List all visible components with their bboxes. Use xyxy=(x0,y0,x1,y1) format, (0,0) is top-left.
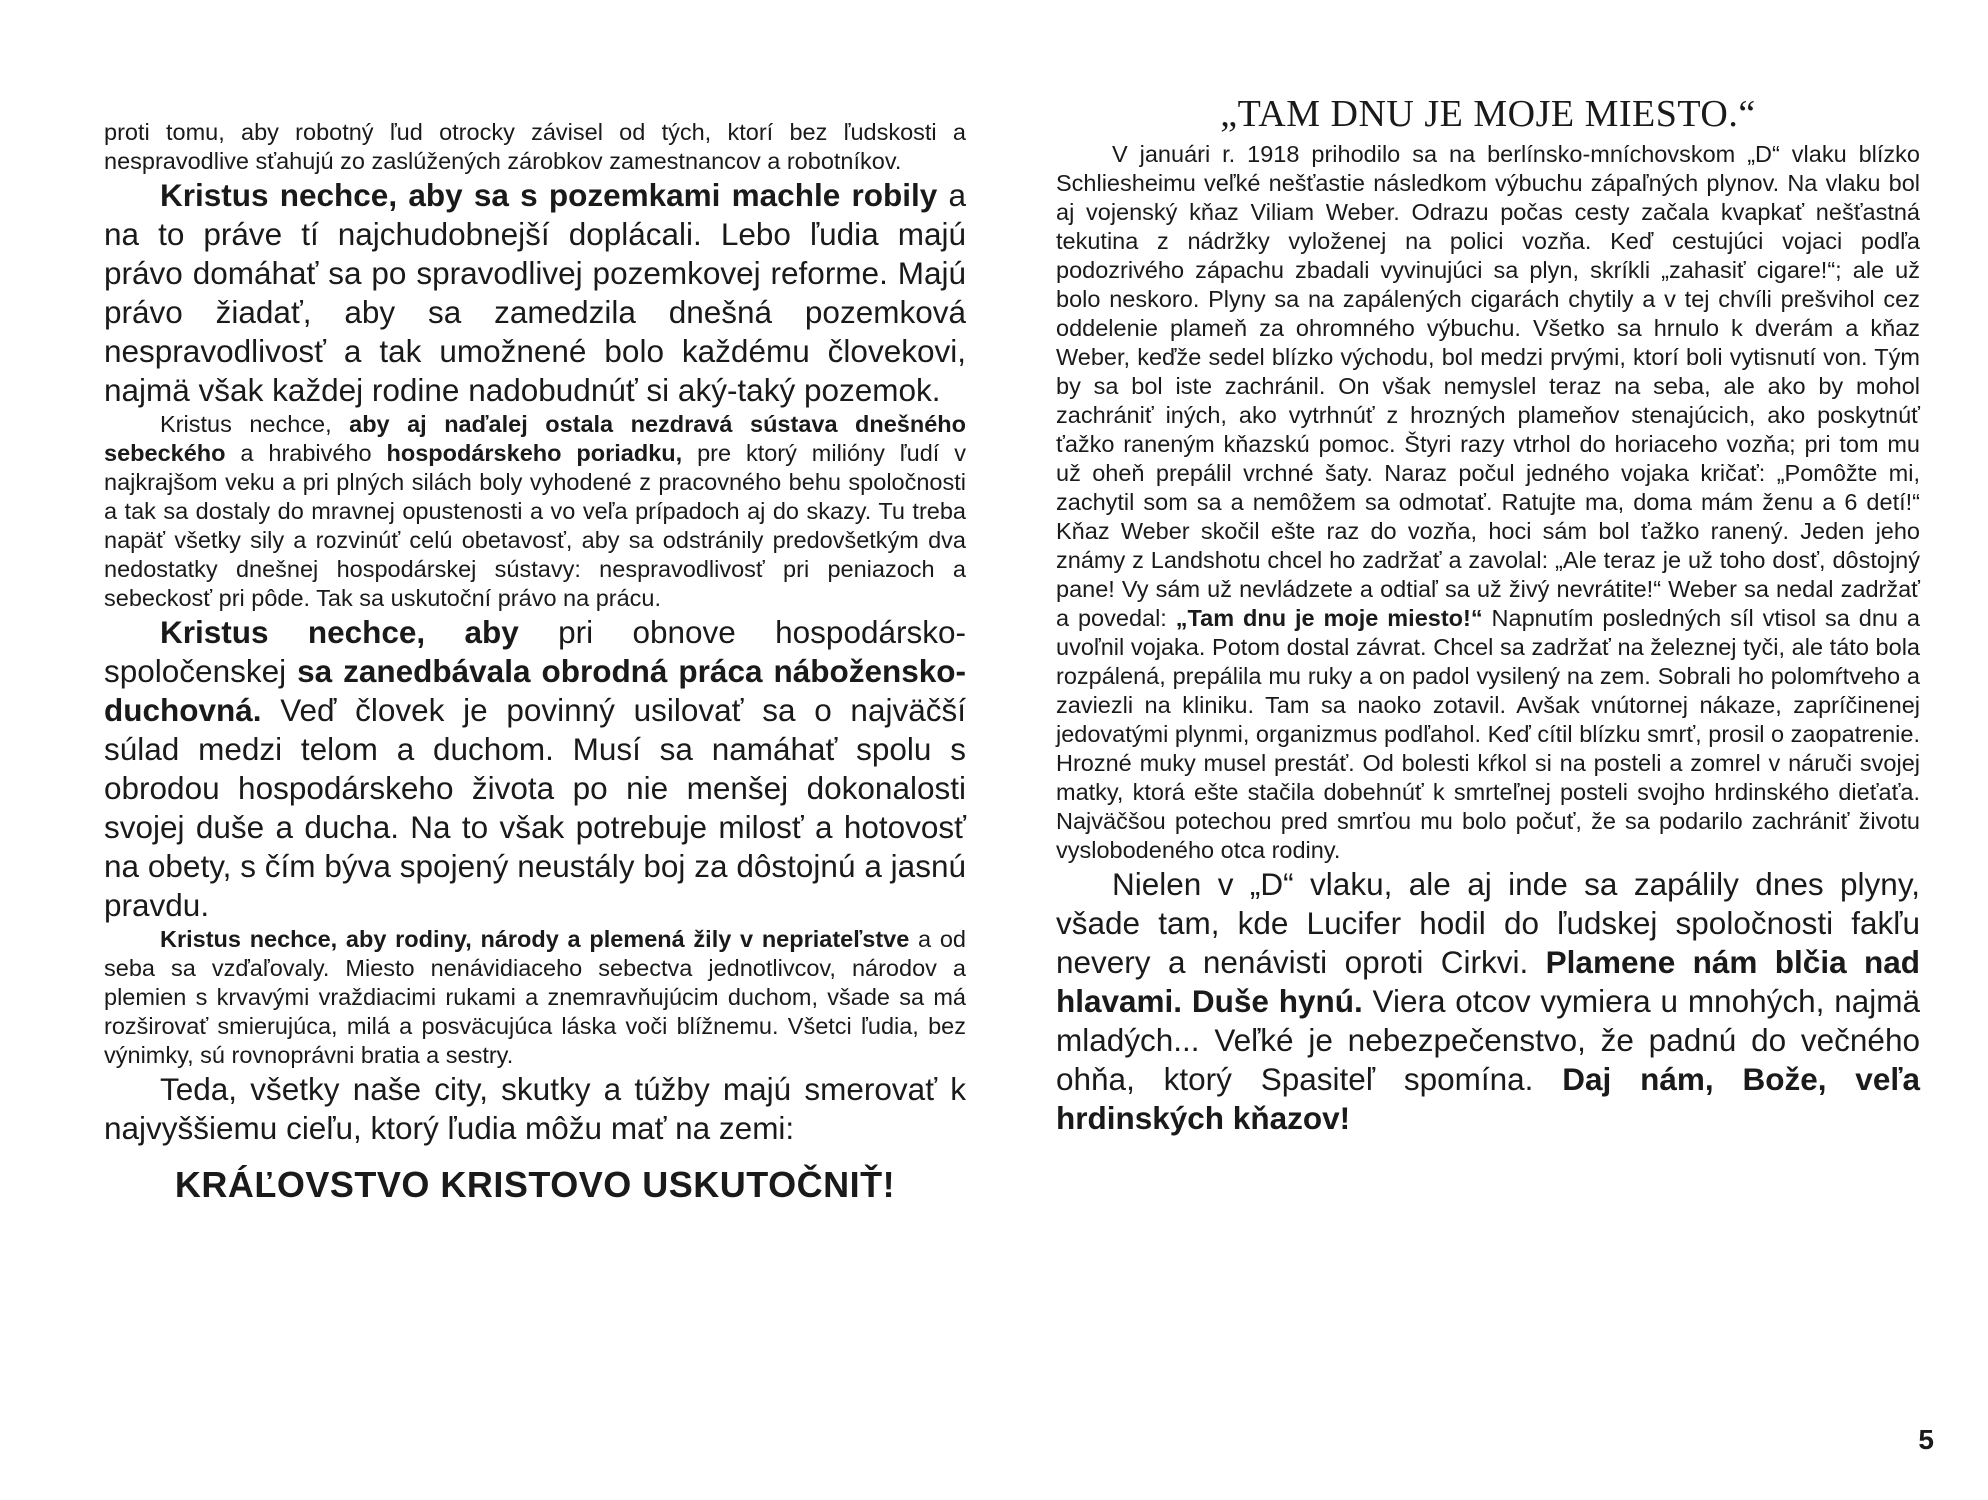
paragraph-spiritual-work: Kristus nechce, aby pri obnove hospodársko-spoločenskej sa zanedbávala obrodná práca nábožensko-duchovná. Veď človek je povinný usilovať sa o najväčší súlad medzi telom a duchom. Musí sa namáhať spolu s obrodou hospodárskeho života po nie menšej dokonalosti svojej duše a ducha. Na to však potrebuje milosť a hotovosť na obety, s čím býva spojený neustály boj za dôstojnú a jasnú pravdu. xyxy=(104,614,967,923)
right-column xyxy=(1056,92,1920,1138)
paragraph-land-reform: Kristus nechce, aby sa s pozemkami machle robily a na to práve tí najchudobnejší doplácali. Lebo ľudia majú právo domáhať sa po spravodlivej pozemkovej reforme. Majú právo žiadať, aby sa zamedzila dnešná pozemková nespravodlivosť a tak umožnené bolo každému človekovi, najmä však každej rodine nadobudnúť si aký-taký pozemok. xyxy=(104,177,966,408)
bold-quote: „Tam dnu je moje miesto!“ xyxy=(1175,605,1483,631)
bold-phrase: Kristus nechce, aby xyxy=(160,614,519,650)
article-title: „TAM DNU JE MOJE MIESTO.“ xyxy=(1220,93,1756,135)
bold-phrase: sa zanedbávala obrodná práca nábožensko-duchovná. xyxy=(104,653,966,728)
paragraph-conclusion: Nielen v „D“ vlaku, ale aj inde sa zapálily dnes plyny, všade tam, kde Lucifer hodil do ľudskej spoločnosti fakľu nevery a nenávisti oproti Cirkvi. Plamene nám blčia nad hlavami. Duše hynú. Viera otcov vymiera u mnohých, najmä mladých... Veľké je nebezpečenstvo, že padnú do večného ohňa, ktorý Spasiteľ spomína. Daj nám, Bože, veľa hrdinských kňazov! xyxy=(1056,866,1920,1136)
paragraph-nations: Kristus nechce, aby rodiny, národy a plemená žily v nepriateľstve a od seba sa vzďaľovaly. Miesto nenávidiaceho sebectva jednotlivcov, národov a plemien s krvavými vraždiacimi rukami a znemravňujúcim duchom, všade sa má rozširovať smierujúca, milá a posväcujúca láska voči blížnemu. Všetci ľudia, bez výnimky, sú rovnoprávni bratia a sestry. xyxy=(104,926,966,1068)
page-number: 5 xyxy=(1918,1424,1934,1455)
bold-phrase: Kristus nechce, aby rodiny, národy a plemená žily v nepriateľstve xyxy=(160,926,910,952)
paragraph-goal: Teda, všetky naše city, skutky a túžby majú smerovať k najvyššiemu cieľu, ktorý ľudia môžu mať na zemi: xyxy=(104,1071,966,1146)
bold-phrase: Plamene nám blčia nad hlavami. Duše hynú. xyxy=(1056,944,1920,1019)
bold-phrase: aby aj naďalej ostala nezdravá sústava dnešného sebeckého xyxy=(104,411,967,466)
paragraph-story: V januári r. 1918 prihodilo sa na berlínsko-mníchovskom „D“ vlaku blízko Schliesheimu veľké nešťastie následkom výbuchu zápaľných plynov. Na vlaku bol aj vojenský kňaz Viliam Weber. Odrazu počas cesty začala kvapkať nešťastná tekutina z nádržky vyloženej na polici vozňa. Keď cestujúci vojaci podľa podozrivého zápachu zbadali vyvinujúci sa plyn, skríkli „zahasiť cigare!“; ale už bolo neskoro. Plyny sa na zapálených cigarách chytily a v tej chvíli prešvihol cez oddelenie plameň za ohromného výbuchu. Všetko sa hrnulo k dverám a kňaz Weber, keďže sedel blízko východu, bol medzi prvými, ktorí boli vytisnutí von. Tým by sa bol iste zachránil. On však nemyslel teraz na seba, ale ako by mohol zachrániť iných, ako vytrhnúť z hrozných plameňov stenajúcich, ako poskytnúť ťažko raneným kňazskú pomoc. Štyri razy vtrhol do horiaceho vozňa; pri tom mu už oheň prepálil vrchné šaty. Naraz počul jedného vojaka kričať: „Pomôžte mi, zachytil som sa a nemôžem sa odmotať. Ratujte ma, doma mám ženu a 6 detí!“ Kňaz Weber skočil ešte raz do vozňa, hoci sám bol ťažko ranený. Jeden jeho známy z Landshotu chcel ho zadržať a zavolal: „Ale teraz je už toho dosť, dôstojný pane! Vy sám už nevládzete a odtiaľ sa už živý nevrátite!“ Weber sa nedal zadržať a povedal: „Tam dnu je moje miesto!“ Napnutím posledných síl vtisol sa dnu a uvoľnil vojaka. Potom dostal závrat. Chcel sa zadržať na železnej tyči, ale táto bola rozpálená, prepálila mu ruky a on padol vysilený na zem. Sobrali ho polomŕtveho a zaviezli na kliniku. Tam sa naoko zotavil. Avšak vnútornej nákaze, zapríčinenej jedovatými plynmi, organizmus podľahol. Keď cítil blízku smrť, prosil o zaopatrenie. Hrozné muky musel prestáť. Od bolesti kŕkol si na posteli a zomrel v náruči svojej matky, ktorá ešte stačila dobehnúť k smrteľnej posteli svojho hrdinského dieťaťa. Najväčšou potechou pred smrťou mu bolo počuť, že sa podarilo zachrániť životu vyslobodeného otca rodiny. xyxy=(1056,141,1920,863)
paragraph-economic-order: Kristus nechce, aby aj naďalej ostala nezdravá sústava dnešného sebeckého a hrabivého hospodárskeho poriadku, pre ktorý milióny ľudí v najkrajšom veku a pri plných silách boly vyhodené z pracovného behu spoločnosti a tak sa dostaly do mravnej opustenosti a vo veľa prípadoch aj do skazy. Tu treba napäť všetky sily a rozvinúť celú obetavosť, aby sa odstránily predovšetkým dva nedostatky dnešnej hospodárskej sústavy: nespravodlivosť pri peniazoch a sebeckosť pri pôde. Tak sa uskutoční právo na prácu. xyxy=(104,411,967,611)
closing-heading: KRÁĽOVSTVO KRISTOVO USKUTOČNIŤ! xyxy=(174,1164,896,1205)
bold-phrase: hospodárskeho poriadku, xyxy=(386,440,683,466)
left-column xyxy=(104,118,966,1206)
paragraph-workers: proti tomu, aby robotný ľud otrocky závisel od tých, ktorí bez ľudskosti a nespravodlive sťahujú zo zaslúžených zárobkov zamestnancov a robotníkov. xyxy=(104,119,966,174)
bold-phrase: Kristus nechce, aby sa s pozemkami machle robily xyxy=(160,177,938,213)
bold-phrase: Daj nám, Bože, veľa hrdinských kňazov! xyxy=(1056,1061,1920,1136)
